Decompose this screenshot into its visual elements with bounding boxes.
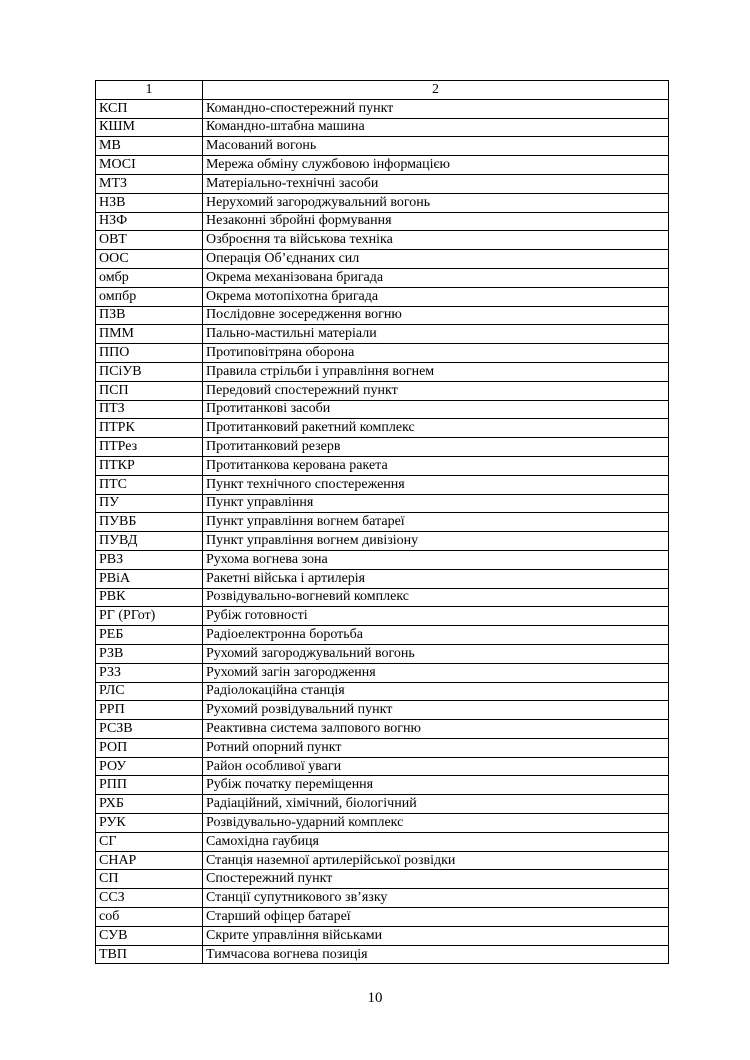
abbreviation-cell: РЗВ bbox=[96, 644, 203, 663]
abbreviation-cell: МТЗ bbox=[96, 174, 203, 193]
meaning-cell: Мережа обміну службовою інформацією bbox=[203, 156, 669, 175]
table-row bbox=[96, 532, 669, 551]
meaning-cell: Передовий спостережний пункт bbox=[203, 381, 669, 400]
table-body bbox=[96, 99, 669, 964]
abbreviation-cell: РПП bbox=[96, 776, 203, 795]
meaning-cell: Пункт управління bbox=[203, 494, 669, 513]
meaning-cell: Масований вогонь bbox=[203, 137, 669, 156]
abbreviation-cell: СП bbox=[96, 870, 203, 889]
meaning-cell: Тимчасова вогнева позиція bbox=[203, 945, 669, 964]
abbreviation-cell: РВК bbox=[96, 588, 203, 607]
table-row bbox=[96, 456, 669, 475]
abbreviation-cell: ПТРез bbox=[96, 438, 203, 457]
meaning-cell: Протиповітряна оборона bbox=[203, 344, 669, 363]
abbreviation-cell: РОП bbox=[96, 738, 203, 757]
meaning-cell: Матеріально-технічні засоби bbox=[203, 174, 669, 193]
meaning-cell: Самохідна гаубиця bbox=[203, 832, 669, 851]
table-row bbox=[96, 644, 669, 663]
meaning-cell: Рухомий загороджувальний вогонь bbox=[203, 644, 669, 663]
meaning-cell: Пально-мастильні матеріали bbox=[203, 325, 669, 344]
page-number: 10 bbox=[367, 990, 383, 1006]
table-row bbox=[96, 99, 669, 118]
table-row bbox=[96, 945, 669, 964]
table-row bbox=[96, 663, 669, 682]
abbreviation-cell: РЗЗ bbox=[96, 663, 203, 682]
abbreviation-cell: ПТЗ bbox=[96, 400, 203, 419]
abbreviation-cell: ПУВД bbox=[96, 532, 203, 551]
meaning-cell: Протитанкові засоби bbox=[203, 400, 669, 419]
table-row bbox=[96, 400, 669, 419]
meaning-cell: Скрите управління військами bbox=[203, 926, 669, 945]
table-row bbox=[96, 381, 669, 400]
meaning-cell: Пункт управління вогнем дивізіону bbox=[203, 532, 669, 551]
abbreviation-cell: ПСіУВ bbox=[96, 362, 203, 381]
table-row bbox=[96, 701, 669, 720]
abbreviation-cell: НЗВ bbox=[96, 193, 203, 212]
table-row bbox=[96, 814, 669, 833]
meaning-cell: Ротний опорний пункт bbox=[203, 738, 669, 757]
abbreviation-cell: РЕБ bbox=[96, 626, 203, 645]
table-row bbox=[96, 795, 669, 814]
table-row bbox=[96, 757, 669, 776]
table-row bbox=[96, 419, 669, 438]
table-row bbox=[96, 174, 669, 193]
meaning-cell: Операція Об’єднаних сил bbox=[203, 250, 669, 269]
abbreviations-table bbox=[95, 80, 669, 964]
abbreviation-cell: омбр bbox=[96, 268, 203, 287]
meaning-cell: Рубіж початку переміщення bbox=[203, 776, 669, 795]
abbreviation-cell: соб bbox=[96, 908, 203, 927]
abbreviation-cell: омпбр bbox=[96, 287, 203, 306]
meaning-cell: Незаконні збройні формування bbox=[203, 212, 669, 231]
abbreviation-cell: РГ (РГот) bbox=[96, 607, 203, 626]
meaning-cell: Протитанкова керована ракета bbox=[203, 456, 669, 475]
table-row bbox=[96, 325, 669, 344]
table-row bbox=[96, 137, 669, 156]
table-row bbox=[96, 682, 669, 701]
meaning-cell: Ракетні війська і артилерія bbox=[203, 569, 669, 588]
table-row bbox=[96, 607, 669, 626]
meaning-cell: Послідовне зосередження вогню bbox=[203, 306, 669, 325]
meaning-cell: Протитанковий резерв bbox=[203, 438, 669, 457]
table-row bbox=[96, 212, 669, 231]
meaning-cell: Розвідувально-ударний комплекс bbox=[203, 814, 669, 833]
abbreviation-cell: МВ bbox=[96, 137, 203, 156]
abbreviation-cell: КСП bbox=[96, 99, 203, 118]
abbreviation-cell: РВЗ bbox=[96, 550, 203, 569]
meaning-cell: Радіоелектронна боротьба bbox=[203, 626, 669, 645]
table-row bbox=[96, 513, 669, 532]
table-row bbox=[96, 889, 669, 908]
meaning-cell: Рухома вогнева зона bbox=[203, 550, 669, 569]
abbreviation-cell: ПММ bbox=[96, 325, 203, 344]
abbreviation-cell: РЛС bbox=[96, 682, 203, 701]
table-row bbox=[96, 306, 669, 325]
table-header-row bbox=[96, 81, 669, 100]
table-row bbox=[96, 250, 669, 269]
abbreviation-cell: РСЗВ bbox=[96, 720, 203, 739]
meaning-cell: Радіаційний, хімічний, біологічний bbox=[203, 795, 669, 814]
meaning-cell: Район особливої уваги bbox=[203, 757, 669, 776]
table-row bbox=[96, 626, 669, 645]
meaning-cell: Правила стрільби і управління вогнем bbox=[203, 362, 669, 381]
abbreviation-cell: ПТРК bbox=[96, 419, 203, 438]
table-row bbox=[96, 268, 669, 287]
abbreviation-cell: СГ bbox=[96, 832, 203, 851]
abbreviation-cell: РОУ bbox=[96, 757, 203, 776]
abbreviation-cell: ПТС bbox=[96, 475, 203, 494]
meaning-cell: Озброєння та військова техніка bbox=[203, 231, 669, 250]
table-row bbox=[96, 156, 669, 175]
table-row bbox=[96, 720, 669, 739]
table-row bbox=[96, 193, 669, 212]
abbreviation-cell: РУК bbox=[96, 814, 203, 833]
table-row bbox=[96, 550, 669, 569]
meaning-cell: Рухомий загін загородження bbox=[203, 663, 669, 682]
abbreviation-cell: ООС bbox=[96, 250, 203, 269]
table-row bbox=[96, 362, 669, 381]
abbreviation-cell: СНАР bbox=[96, 851, 203, 870]
abbreviation-cell: РВіА bbox=[96, 569, 203, 588]
meaning-cell: Командно-спостережний пункт bbox=[203, 99, 669, 118]
table-row bbox=[96, 926, 669, 945]
table-row bbox=[96, 738, 669, 757]
table-row bbox=[96, 588, 669, 607]
meaning-cell: Командно-штабна машина bbox=[203, 118, 669, 137]
abbreviation-cell: КШМ bbox=[96, 118, 203, 137]
table-row bbox=[96, 438, 669, 457]
table-row bbox=[96, 494, 669, 513]
abbreviation-cell: ПТКР bbox=[96, 456, 203, 475]
meaning-cell: Окрема механізована бригада bbox=[203, 268, 669, 287]
table-row bbox=[96, 832, 669, 851]
abbreviation-cell: ОВТ bbox=[96, 231, 203, 250]
table-row bbox=[96, 776, 669, 795]
abbreviation-cell: МОСІ bbox=[96, 156, 203, 175]
abbreviation-cell: НЗФ bbox=[96, 212, 203, 231]
meaning-cell: Нерухомий загороджувальний вогонь bbox=[203, 193, 669, 212]
meaning-cell: Окрема мотопіхотна бригада bbox=[203, 287, 669, 306]
abbreviation-cell: ПСП bbox=[96, 381, 203, 400]
abbreviation-cell: ПЗВ bbox=[96, 306, 203, 325]
meaning-cell: Протитанковий ракетний комплекс bbox=[203, 419, 669, 438]
table-row bbox=[96, 870, 669, 889]
table-row bbox=[96, 851, 669, 870]
table-row bbox=[96, 118, 669, 137]
meaning-cell: Спостережний пункт bbox=[203, 870, 669, 889]
meaning-cell: Рубіж готовності bbox=[203, 607, 669, 626]
abbreviation-cell: РРП bbox=[96, 701, 203, 720]
meaning-cell: Старший офіцер батареї bbox=[203, 908, 669, 927]
meaning-cell: Розвідувально-вогневий комплекс bbox=[203, 588, 669, 607]
table-row bbox=[96, 569, 669, 588]
table-row bbox=[96, 231, 669, 250]
table-row bbox=[96, 344, 669, 363]
abbreviation-cell: ТВП bbox=[96, 945, 203, 964]
column-header-1: 1 bbox=[96, 81, 203, 100]
meaning-cell: Пункт управління вогнем батареї bbox=[203, 513, 669, 532]
meaning-cell: Рухомий розвідувальний пункт bbox=[203, 701, 669, 720]
meaning-cell: Станції супутникового зв’язку bbox=[203, 889, 669, 908]
table-row bbox=[96, 475, 669, 494]
meaning-cell: Пункт технічного спостереження bbox=[203, 475, 669, 494]
abbreviation-cell: ПУВБ bbox=[96, 513, 203, 532]
table-row bbox=[96, 908, 669, 927]
meaning-cell: Радіолокаційна станція bbox=[203, 682, 669, 701]
abbreviation-cell: РХБ bbox=[96, 795, 203, 814]
table-row bbox=[96, 287, 669, 306]
meaning-cell: Станція наземної артилерійської розвідки bbox=[203, 851, 669, 870]
abbreviation-cell: ППО bbox=[96, 344, 203, 363]
abbreviation-cell: СУВ bbox=[96, 926, 203, 945]
abbreviation-cell: ПУ bbox=[96, 494, 203, 513]
abbreviation-cell: ССЗ bbox=[96, 889, 203, 908]
column-header-2: 2 bbox=[203, 81, 669, 100]
meaning-cell: Реактивна система залпового вогню bbox=[203, 720, 669, 739]
